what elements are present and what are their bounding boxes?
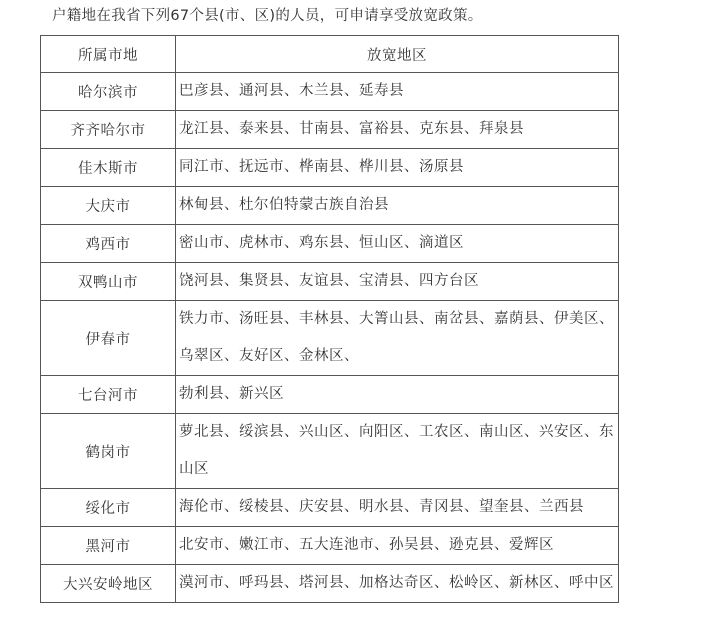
row-areas: 巴彦县、通河县、木兰县、延寿县 — [176, 73, 619, 111]
row-city: 七台河市 — [41, 376, 176, 414]
row-areas: 铁力市、汤旺县、丰林县、大箐山县、南岔县、嘉荫县、伊美区、乌翠区、友好区、金林区、 — [176, 301, 619, 376]
row-city: 佳木斯市 — [41, 149, 176, 187]
row-city: 哈尔滨市 — [41, 73, 176, 111]
table-row — [41, 414, 619, 489]
table-row — [41, 73, 619, 111]
row-city: 鹤岗市 — [41, 414, 176, 489]
row-areas: 饶河县、集贤县、友谊县、宝清县、四方台区 — [176, 263, 619, 301]
row-areas: 同江市、抚远市、桦南县、桦川县、汤原县 — [176, 149, 619, 187]
row-areas: 密山市、虎林市、鸡东县、恒山区、滴道区 — [176, 225, 619, 263]
intro-text: 户籍地在我省下列67个县(市、区)的人员，可申请享受放宽政策。 — [52, 8, 483, 24]
table-row — [41, 376, 619, 414]
policy-table — [40, 35, 619, 603]
row-areas: 林甸县、杜尔伯特蒙古族自治县 — [176, 187, 619, 225]
table-row — [41, 225, 619, 263]
row-areas: 海伦市、绥棱县、庆安县、明水县、青冈县、望奎县、兰西县 — [176, 489, 619, 527]
table-row — [41, 527, 619, 565]
row-city: 伊春市 — [41, 301, 176, 376]
table-row — [41, 301, 619, 376]
row-city: 双鸭山市 — [41, 263, 176, 301]
table-row — [41, 489, 619, 527]
table-row — [41, 111, 619, 149]
table-row — [41, 149, 619, 187]
row-areas: 龙江县、泰来县、甘南县、富裕县、克东县、拜泉县 — [176, 111, 619, 149]
row-areas: 漠河市、呼玛县、塔河县、加格达奇区、松岭区、新林区、呼中区 — [176, 565, 619, 603]
row-city: 大兴安岭地区 — [41, 565, 176, 603]
row-city: 黑河市 — [41, 527, 176, 565]
table-row — [41, 565, 619, 603]
row-areas: 萝北县、绥滨县、兴山区、向阳区、工农区、南山区、兴安区、东山区 — [176, 414, 619, 489]
header-areas: 放宽地区 — [176, 36, 619, 73]
row-city: 绥化市 — [41, 489, 176, 527]
table-row — [41, 263, 619, 301]
table-header-row — [41, 36, 619, 73]
row-city: 大庆市 — [41, 187, 176, 225]
row-city: 鸡西市 — [41, 225, 176, 263]
table-row — [41, 187, 619, 225]
header-city: 所属市地 — [41, 36, 176, 73]
row-city: 齐齐哈尔市 — [41, 111, 176, 149]
row-areas: 北安市、嫩江市、五大连池市、孙吴县、逊克县、爱辉区 — [176, 527, 619, 565]
row-areas: 勃利县、新兴区 — [176, 376, 619, 414]
